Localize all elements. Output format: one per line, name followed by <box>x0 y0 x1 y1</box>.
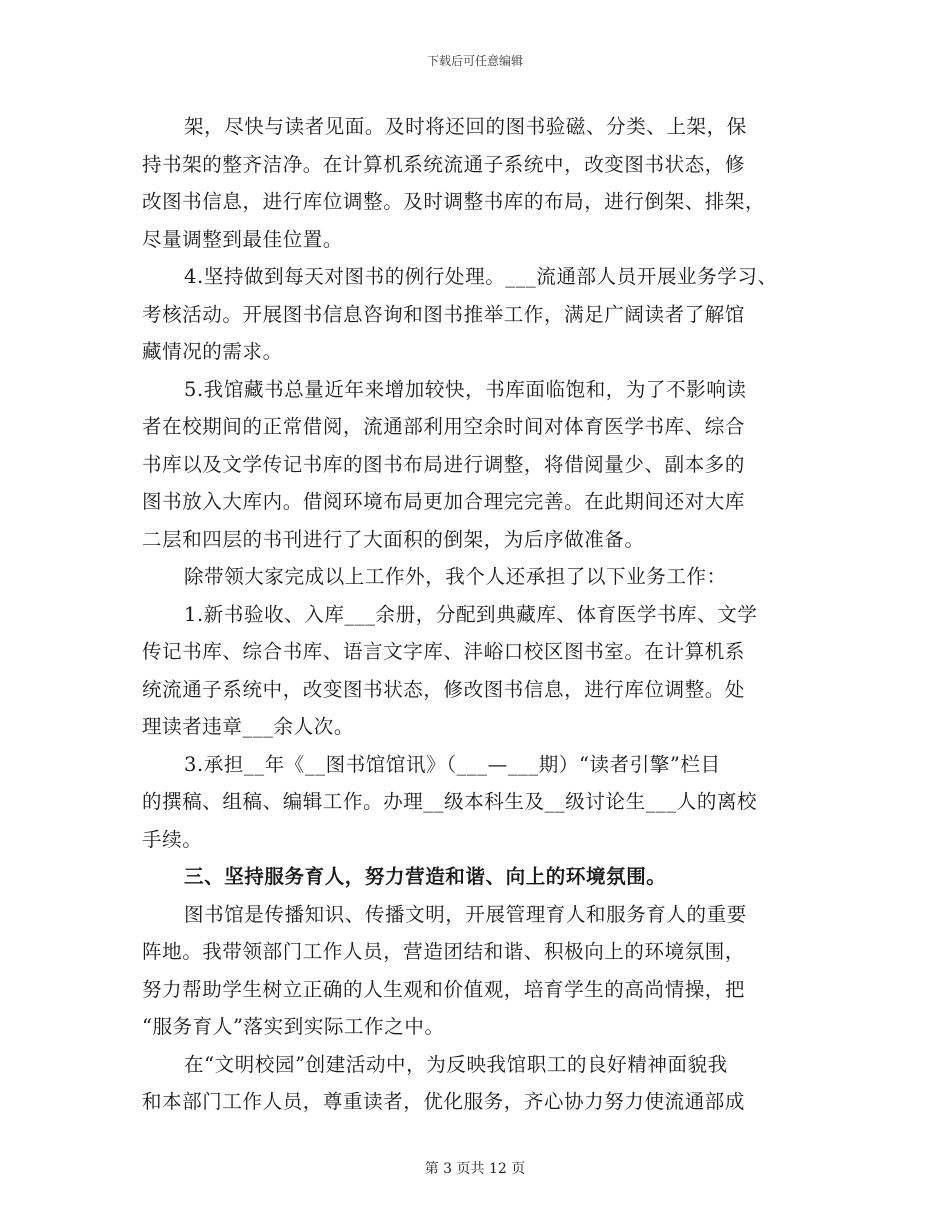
text-line: 尽量调整到最佳位置。 <box>142 227 344 251</box>
text-line: 持书架的整齐洁净。在计算机系统流通子系统中，改变图书状态，修 <box>142 152 746 176</box>
text-line: 考核活动。开展图书信息咨询和图书推举工作，满足广阔读者了解馆 <box>142 302 746 326</box>
text-line: 阵地。我带领部门工作人员，营造团结和谐、积极向上的环境氛围， <box>142 940 746 963</box>
page-header: 下载后可任意编辑 <box>426 54 523 68</box>
text-line: 者在校期间的正常借阅，流通部利用空余时间对体育医学书库、综合 <box>142 415 746 438</box>
page-footer: 第 3 页共 12 页 <box>424 1161 526 1177</box>
text-line: 在“文明校园”创建活动中，为反映我馆职工的良好精神面貌我 <box>184 1052 728 1076</box>
text-line: 架，尽快与读者见面。及时将还回的图书验磁、分类、上架，保 <box>184 115 747 138</box>
text-line: 藏情况的需求。 <box>142 340 283 363</box>
text-line: 改图书信息，进行库位调整。及时调整书库的布局，进行倒架、排架， <box>142 190 766 213</box>
text-line: 图书放入大库内。借阅环境布局更加合理完完善。在此期间还对大库 <box>142 490 746 513</box>
text-line: 图书馆是传播知识、传播文明，开展管理育人和服务育人的重要 <box>184 902 747 926</box>
text-line: 除带领大家完成以上工作外，我个人还承担了以下业务工作： <box>184 565 727 588</box>
text-line: 传记书库、综合书库、语言文字库、沣峪口校区图书室。在计算机系 <box>142 640 746 663</box>
text-line: 4.坚持做到每天对图书的例行处理。___流通部人员开展业务学习、 <box>184 265 778 288</box>
text-line: 3.承担__年《__图书馆馆讯》（___—___期）“读者引擎”栏目 <box>184 752 721 776</box>
text-line: 的撰稿、组稿、编辑工作。办理__级本科生及__级讨论生___人的离校 <box>142 790 758 813</box>
text-line: 手续。 <box>142 827 203 851</box>
text-line: 和本部门工作人员，尊重读者，优化服务，齐心协力努力使流通部成 <box>142 1090 746 1113</box>
section-heading: 三、坚持服务育人，努力营造和谐、向上的环境氛围。 <box>184 865 667 888</box>
text-line: 努力帮助学生树立正确的人生观和价值观，培育学生的高尚情操，把 <box>142 977 746 1001</box>
text-line: 1.新书验收、入库___余册，分配到典藏库、体育医学书库、文学 <box>184 602 758 626</box>
document-body <box>142 108 812 1121</box>
text-line: 理读者违章___余人次。 <box>142 715 354 738</box>
text-line: 5.我馆藏书总量近年来增加较快，书库面临饱和，为了不影响读 <box>184 377 747 401</box>
text-line: 统流通子系统中，改变图书状态，修改图书信息，进行库位调整。处 <box>142 677 746 701</box>
text-line: 二层和四层的书刊进行了大面积的倒架，为后序做准备。 <box>142 527 645 551</box>
text-line: “服务育人”落实到实际工作之中。 <box>142 1015 445 1038</box>
text-line: 书库以及文学传记书库的图书布局进行调整，将借阅量少、副本多的 <box>142 452 746 476</box>
